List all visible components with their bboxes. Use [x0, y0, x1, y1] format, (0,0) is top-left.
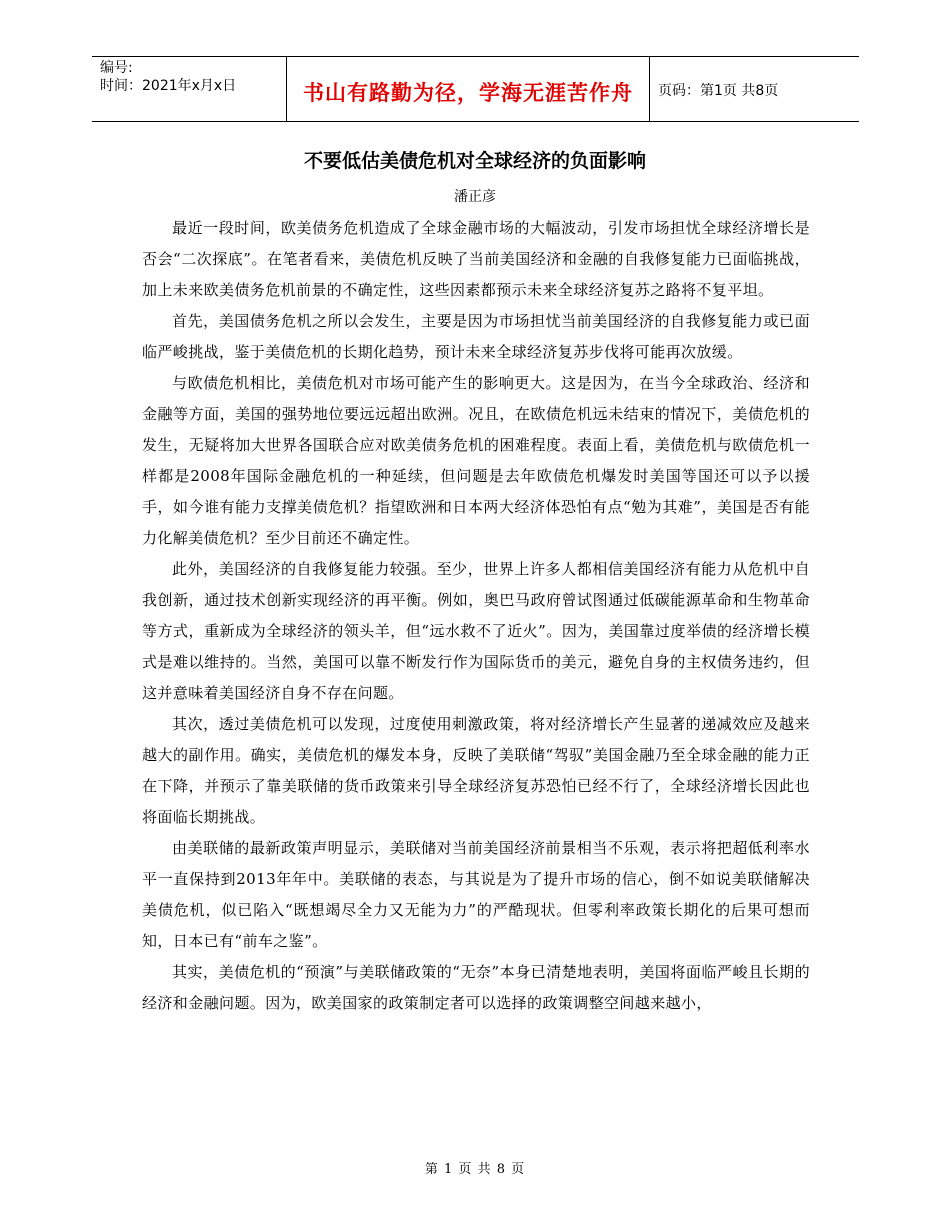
- document-header: [92, 56, 859, 122]
- paragraph: 其次，透过美债危机可以发现，过度使用刺激政策，将对经济增长产生显著的递减效应及越来越大的副作用。确实，美债危机的爆发本身，反映了美联储“驾驭”美国金融乃至全球金融的能力正在下降，并预示了靠美联储的货币政策来引导全球经济复苏恐怕已经不行了，全球经济增长因此也将面临长期挑战。: [142, 715, 810, 826]
- paragraph: 首先，美国债务危机之所以会发生，主要是因为市场担忧当前美国经济的自我修复能力或已面临严峻挑战，鉴于美债危机的长期化趋势，预计未来全球经济复苏步伐将可能再次放缓。: [142, 312, 810, 361]
- paragraph: 与欧债危机相比，美债危机对市场可能产生的影响更大。这是因为，在当今全球政治、经济和金融等方面，美国的强势地位要远远超出欧洲。况且，在欧债危机远未结束的情况下，美债危机的发生，无疑将加大世界各国联合应对欧美债务危机的困难程度。表面上看，美债危机与欧债危机一样都是2008年国际金融危机的一种延续，但问题是去年欧债危机爆发时美国等国还可以予以援手，如今谁有能力支撑美债危机？指望欧洲和日本两大经济体恐怕有点“勉为其难”，美国是否有能力化解美债危机？至少目前还不确定性。: [142, 374, 810, 547]
- paragraph: 最近一段时间，欧美债务危机造成了全球金融市场的大幅波动，引发市场担忧全球经济增长是否会“二次探底”。在笔者看来，美债危机反映了当前美国经济和金融的自我修复能力已面临挑战，加上未来欧美债务危机前景的不确定性，这些因素都预示未来全球经济复苏之路将不复平坦。: [142, 219, 810, 299]
- header-page-info: 页码：第1页 共8页: [658, 83, 779, 99]
- document-number-label: 编号:: [100, 60, 133, 76]
- header-divider-right: [649, 57, 650, 122]
- paragraph: 此外，美国经济的自我修复能力较强。至少，世界上许多人都相信美国经济有能力从危机中自我创新，通过技术创新实现经济的再平衡。例如，奥巴马政府曾试图通过低碳能源革命和生物革命等方式，重新成为全球经济的领头羊，但“远水救不了近火”。因为，美国靠过度举债的经济增长模式是难以维持的。当然，美国可以靠不断发行作为国际货币的美元，避免自身的主权债务违约，但这并意味着美国经济自身不存在问题。: [142, 560, 810, 702]
- document-time-label: 时间：2021年x月x日: [100, 78, 237, 94]
- header-meta: [100, 59, 236, 95]
- paragraph: 由美联储的最新政策声明显示，美联储对当前美国经济前景相当不乐观，表示将把超低利率水平一直保持到2013年年中。美联储的表态，与其说是为了提升市场的信心，倒不如说美联储解决美债危机，似已陷入“既想竭尽全力又无能为力”的严酷现状。但零利率政策长期化的后果可想而知，日本已有“前车之鉴”。: [142, 839, 810, 950]
- article-author: 潘正彦: [454, 189, 496, 205]
- article-title: 不要低估美债危机对全球经济的负面影响: [303, 150, 646, 172]
- paragraph: 其实，美债危机的“预演”与美联储政策的“无奈”本身已清楚地表明，美国将面临严峻且长期的经济和金融问题。因为，欧美国家的政策制定者可以选择的政策调整空间越来越小，: [142, 963, 810, 1012]
- article-body: [142, 213, 810, 1019]
- page-footer: 第 1 页 共 8 页: [424, 1162, 526, 1177]
- header-motto: 书山有路勤为径，学海无涯苦作舟: [303, 80, 633, 105]
